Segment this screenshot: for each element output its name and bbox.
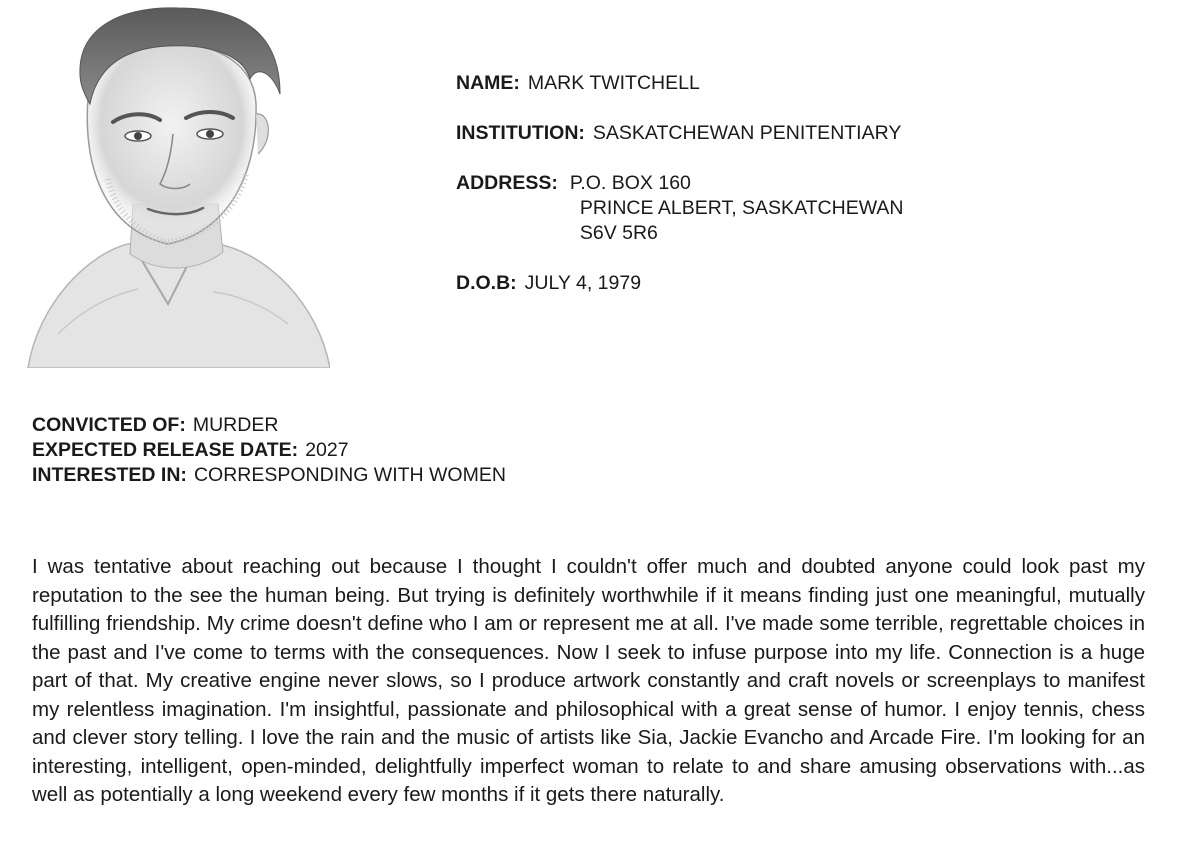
address-line-2: PRINCE ALBERT, SASKATCHEWAN bbox=[579, 197, 904, 219]
convicted-label: CONVICTED OF: bbox=[32, 414, 186, 436]
name-value: MARK TWITCHELL bbox=[527, 72, 700, 94]
convicted-value: MURDER bbox=[192, 414, 279, 436]
interested-row bbox=[32, 463, 506, 488]
interested-value: CORRESPONDING WITH WOMEN bbox=[193, 464, 506, 486]
address-row bbox=[456, 171, 903, 246]
bio-paragraph: I was tentative about reaching out because I thought I couldn't offer much and doubted anyone could look past my reputation to the see the human being. But trying is definitely worthwhile if it means finding just one meaningful, mutually fulfilling friendship. My crime doesn't define who I am or represent me at all. I've made some terrible, regrettable choices in the past and I've come to terms with the consequences. Now I seek to infuse purpose into my life. Connection is a huge part of that. My creative engine never slows, so I produce artwork constantly and craft novels or screenplays to manifest my relentless imagination. I'm insightful, passionate and philosophical with a great sense of humor. I enjoy tennis, chess and clever story telling. I love the rain and the music of artists like Sia, Jackie Evancho and Arcade Fire. I'm looking for an interesting, intelligent, open-minded, delightfully imperfect woman to relate to and share amusing observations with...as well as potentially a long weekend every few months if it gets there naturally. bbox=[32, 555, 1145, 806]
interested-label: INTERESTED IN: bbox=[32, 464, 187, 486]
address-line-3: S6V 5R6 bbox=[579, 222, 658, 244]
dob-value: JULY 4, 1979 bbox=[524, 272, 642, 294]
institution-row bbox=[456, 121, 903, 146]
release-value: 2027 bbox=[305, 439, 349, 461]
institution-label: INSTITUTION: bbox=[456, 122, 585, 144]
release-label: EXPECTED RELEASE DATE: bbox=[32, 439, 299, 461]
portrait-sketch bbox=[18, 4, 330, 368]
convicted-row bbox=[32, 413, 506, 438]
institution-value: SASKATCHEWAN PENITENTIARY bbox=[592, 122, 902, 144]
address-lines bbox=[570, 171, 904, 246]
dob-row bbox=[456, 271, 903, 296]
address-label: ADDRESS: bbox=[456, 172, 558, 194]
dob-label: D.O.B: bbox=[456, 272, 517, 294]
release-row bbox=[32, 438, 506, 463]
name-row bbox=[456, 71, 903, 96]
conviction-summary bbox=[32, 413, 506, 488]
profile-info bbox=[456, 71, 903, 321]
name-label: NAME: bbox=[456, 72, 520, 94]
address-line-1: P.O. BOX 160 bbox=[569, 172, 691, 194]
